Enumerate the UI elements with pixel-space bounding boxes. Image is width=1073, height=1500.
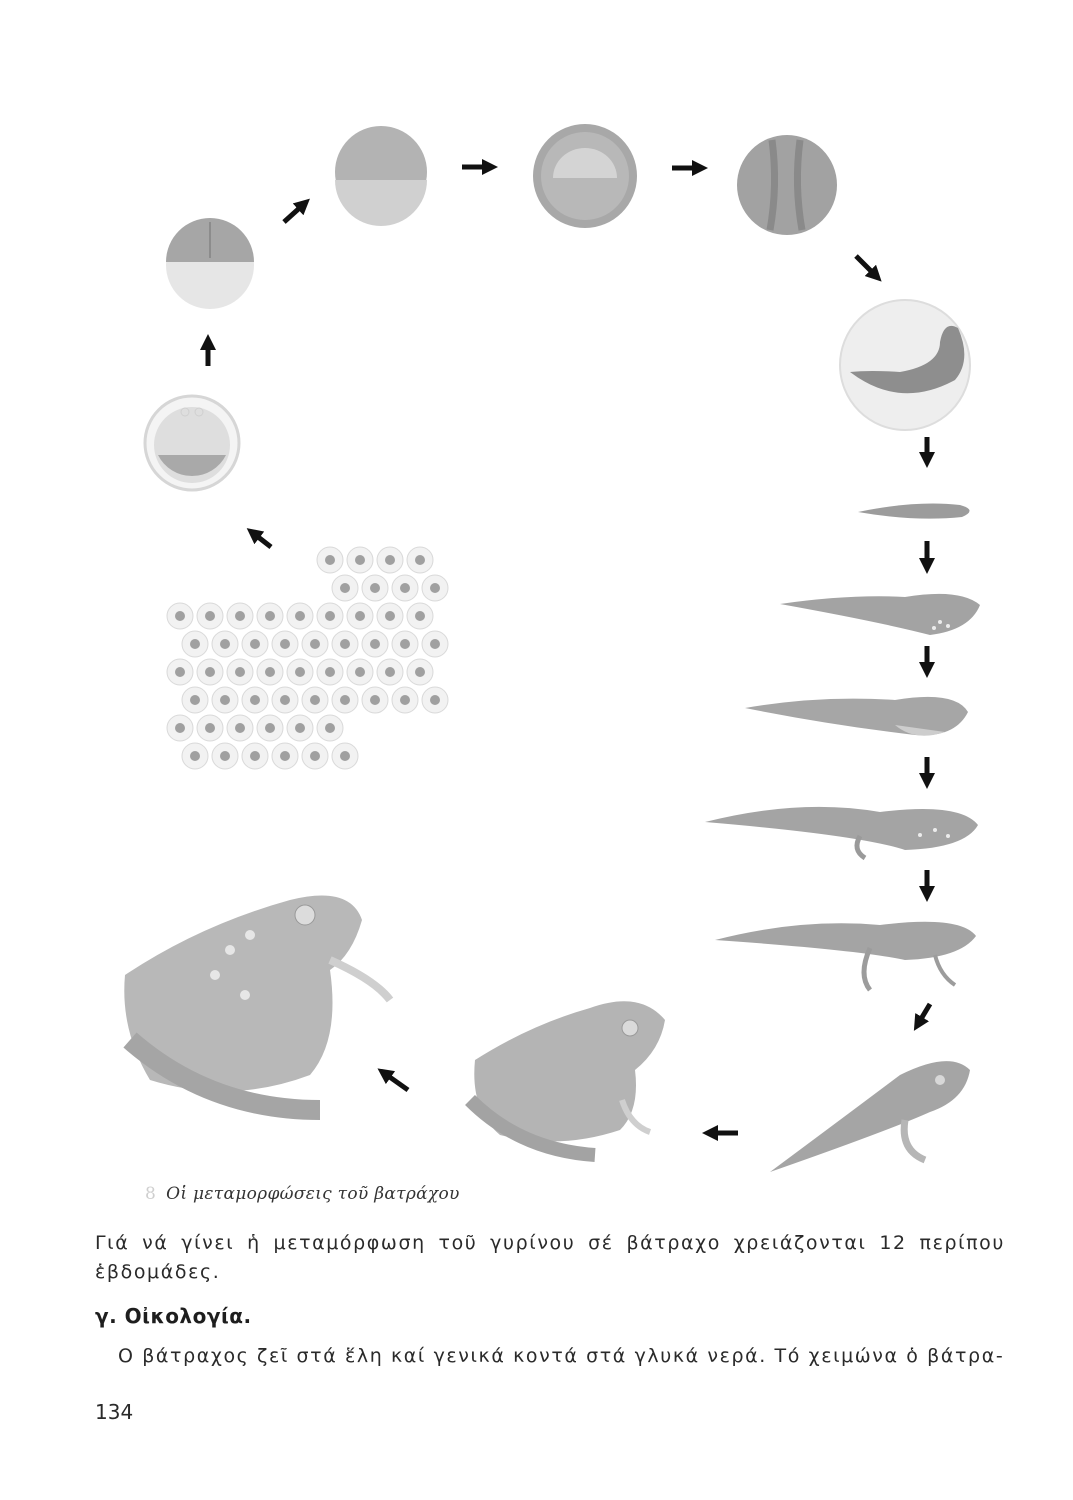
paragraph-metamorphosis-duration: Γιά νά γίνει ἡ μεταμόρφωση τοῦ γυρίνου σέ βάτραχο χρειάζονται 12 περίπου ἑβδομάδες.	[95, 1232, 1005, 1283]
four-legs-tadpole-illustration	[715, 922, 976, 990]
cleavage-egg-illustration	[335, 126, 427, 226]
paragraph-ecology: Ο βάτραχος ζεῖ στά ἕλη καί γενικά κοντά στά γλυκά νερά. Τό χειμώνα ὁ βάτρα-	[118, 1345, 1005, 1367]
neural-plate-embryo-illustration	[737, 135, 837, 235]
page-number: 134	[95, 1400, 134, 1424]
blastula-illustration	[533, 124, 637, 228]
arrow-diag-2	[856, 256, 876, 276]
section-heading-ecology: γ. Οἰκολογία.	[95, 1304, 252, 1328]
hind-legs-tadpole-illustration	[705, 807, 978, 858]
figure-number: 8	[145, 1184, 157, 1204]
figure-caption	[145, 1184, 460, 1204]
froglet-with-tail-illustration	[770, 1061, 970, 1172]
fertilized-egg-illustration	[145, 396, 239, 490]
figure-caption-text: Οἱ μεταμορφώσεις τοῦ βατράχου	[166, 1184, 460, 1204]
egg-mass-illustration	[167, 547, 448, 769]
hatchling-illustration	[858, 504, 970, 519]
tailbud-embryo-illustration	[840, 300, 970, 430]
young-frog-illustration	[470, 1001, 665, 1155]
adult-frog-illustration	[124, 896, 390, 1111]
arrow-diag-1	[284, 204, 304, 222]
early-tadpole-illustration	[780, 594, 980, 635]
arrow-diag-3	[918, 1004, 930, 1024]
two-cell-egg-illustration	[166, 218, 254, 309]
arrow-up-1	[253, 533, 271, 547]
gilled-tadpole-illustration	[745, 697, 968, 736]
arrow-left-2	[384, 1073, 408, 1090]
